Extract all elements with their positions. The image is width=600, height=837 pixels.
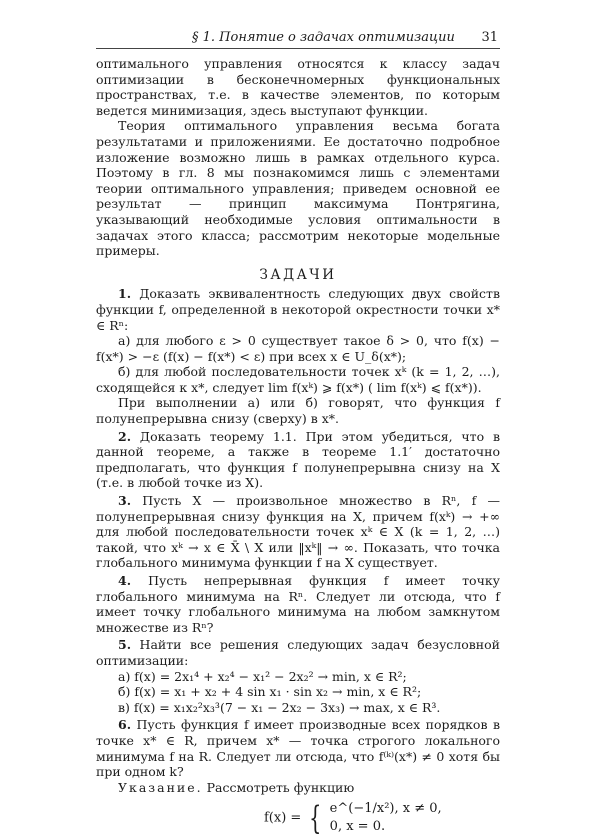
problem-text: Пусть функция f имеет производные всех порядков в точке x* ∈ R, причем x* — точка строгого локального минимума f на R. Следует ли отсюда, что f⁽ᵏ⁾(x*) ≠ 0 хотя бы при одном k? bbox=[96, 717, 500, 780]
page-number: 31 bbox=[481, 30, 498, 45]
problem-text: Доказать эквивалентность следующих двух свойств функции f, определенной в некоторой окрестности точки x* ∈ Rⁿ: bbox=[96, 286, 500, 333]
section-heading: ЗАДАЧИ bbox=[259, 266, 337, 283]
left-brace-symbol: { bbox=[309, 799, 322, 837]
problem-5 bbox=[96, 637, 500, 668]
intro-paragraph-1: оптимального управления относятся к классу задач оптимизации в бесконечномерных функциональных пространствах, т.е. в качестве элементов, по которым ведется минимизация, здесь выступают функции. bbox=[96, 56, 500, 118]
problem-text: Доказать теорему 1.1. При этом убедиться, что в данной теореме, а также в теореме 1.1′ достаточно предполагать, что функция f полунепрерывна снизу на X (т.е. в любой точке из X). bbox=[96, 428, 500, 491]
formula-case-1: e^(−1/x²), x ≠ 0, bbox=[329, 801, 442, 817]
problem-number: 2. bbox=[118, 428, 132, 444]
hint-label: Указание. bbox=[118, 779, 203, 795]
formula-cases bbox=[330, 800, 442, 836]
problem-number: 5. bbox=[118, 637, 132, 653]
problem-6 bbox=[96, 717, 500, 779]
problem-text: Найти все решения следующих задач безусловной оптимизации: bbox=[96, 637, 500, 668]
intro-paragraph-2: Теория оптимального управления весьма богата результатами и приложениями. Ее достаточно подробное изложение возможно лишь в рамках отдельного курса. Поэтому в гл. 8 мы познакомимся лишь с элементами теории оптимального управления; приведем основной ее результат — принцип максимума Понтрягина, указывающий необходимые условия оптимальности в задачах этого класса; рассмотрим некоторые модельные примеры. bbox=[96, 118, 500, 259]
problem-text: Пусть непрерывная функция f имеет точку глобального минимума на Rⁿ. Следует ли отсюда, что f имеет точку глобального минимума на любом замкнутом множестве из Rⁿ? bbox=[96, 573, 500, 635]
problem-5-item-a: а) f(x) = 2x₁⁴ + x₂⁴ − x₁² − 2x₂² → min, x ∈ R²; bbox=[118, 668, 407, 684]
problem-4 bbox=[96, 573, 500, 635]
problem-5-item-b: б) f(x) = x₁ + x₂ + 4 sin x₁ · sin x₂ → min, x ∈ R²; bbox=[118, 684, 422, 700]
problem-text: Пусть X — произвольное множество в Rⁿ, f — полунепрерывная снизу функция на X, причем f(xᵏ) → +∞ для любой последовательности точек xᵏ ∈ X (k = 1, 2, …) такой, что xᵏ → x ∈ X̄ \ X или ‖xᵏ‖ → ∞. Показать, что точка глобального минимума функции f на X существует. bbox=[96, 493, 500, 571]
problem-1-item-b: б) для любой последовательности точек xᵏ (k = 1, 2, …), сходящейся к x*, следует lim f(xᵏ) ⩾ f(x*) ( lim f(xᵏ) ⩽ f(x*)). bbox=[96, 364, 500, 395]
problem-1 bbox=[96, 286, 500, 333]
running-header bbox=[96, 28, 500, 49]
problem-3 bbox=[96, 493, 500, 571]
problem-5-item-c: в) f(x) = x₁x₂²x₃³(7 − x₁ − 2x₂ − 3x₃) → max, x ∈ R³. bbox=[118, 699, 441, 715]
running-title: § 1. Понятие о задачах оптимизации bbox=[192, 30, 455, 45]
formula-lhs: f(x) = bbox=[264, 810, 302, 826]
page-body bbox=[96, 56, 500, 836]
piecewise-formula bbox=[264, 800, 500, 836]
problem-number: 6. bbox=[118, 717, 132, 733]
formula-case-2: 0, x = 0. bbox=[329, 819, 386, 835]
problem-1-remark: При выполнении а) или б) говорят, что функция f полунепрерывна снизу (сверху) в x*. bbox=[96, 395, 500, 427]
problem-number: 4. bbox=[118, 573, 132, 588]
problem-1-item-a: а) для любого ε > 0 существует такое δ > 0, что f(x) − f(x*) > −ε (f(x) − f(x*) < ε) при всех x ∈ U_δ(x*); bbox=[96, 333, 500, 364]
hint bbox=[96, 780, 500, 796]
problem-number: 3. bbox=[118, 493, 132, 509]
hint-text: Рассмотреть функцию bbox=[206, 779, 355, 795]
problem-2 bbox=[96, 429, 500, 491]
problem-number: 1. bbox=[118, 286, 132, 302]
